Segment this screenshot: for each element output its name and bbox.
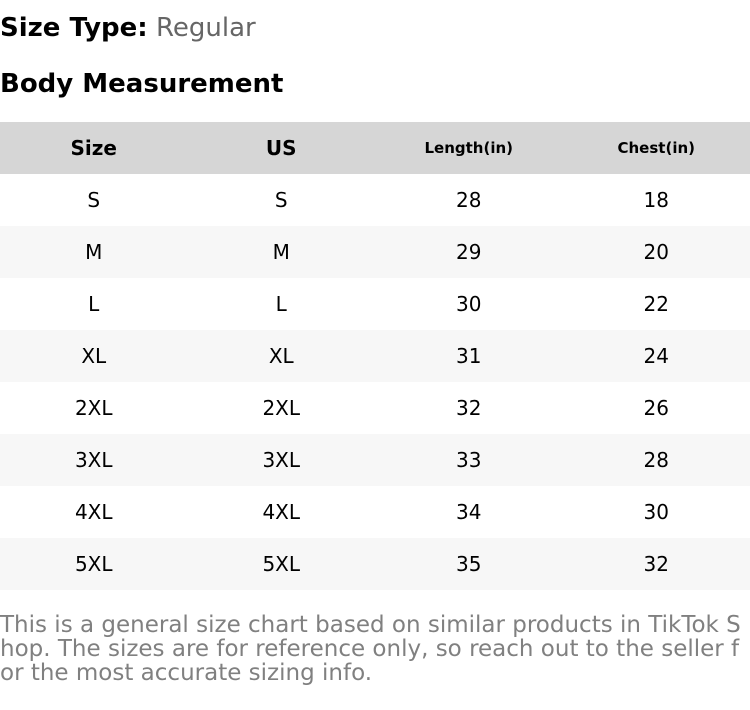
size-type-line: [0, 10, 256, 46]
table-cell: 5XL: [188, 538, 376, 590]
size-type-value: Regular: [155, 13, 256, 43]
table-cell: S: [0, 174, 188, 226]
table-cell: 4XL: [188, 486, 376, 538]
column-header-length: Length(in): [375, 122, 563, 174]
size-type-label: Size Type:: [0, 13, 148, 43]
table-cell: 5XL: [0, 538, 188, 590]
table-row: [0, 226, 750, 278]
table-row: [0, 382, 750, 434]
table-cell: 31: [375, 330, 563, 382]
table-header-row: [0, 122, 750, 174]
table-cell: 26: [563, 382, 750, 434]
table-row: [0, 330, 750, 382]
table-cell: 28: [375, 174, 563, 226]
table-cell: 2XL: [0, 382, 188, 434]
column-header-size: Size: [0, 122, 188, 174]
table-cell: XL: [188, 330, 376, 382]
table-cell: 20: [563, 226, 750, 278]
table-cell: 29: [375, 226, 563, 278]
table-cell: 32: [375, 382, 563, 434]
table-cell: M: [0, 226, 188, 278]
table-row: [0, 434, 750, 486]
table-cell: 33: [375, 434, 563, 486]
table-cell: 32: [563, 538, 750, 590]
table-cell: 18: [563, 174, 750, 226]
table-cell: 3XL: [0, 434, 188, 486]
table-cell: 2XL: [188, 382, 376, 434]
table-cell: L: [0, 278, 188, 330]
section-title: Body Measurement: [0, 69, 284, 99]
table-cell: M: [188, 226, 376, 278]
column-header-us: US: [188, 122, 376, 174]
table-cell: L: [188, 278, 376, 330]
table-cell: 28: [563, 434, 750, 486]
table-cell: 35: [375, 538, 563, 590]
table-row: [0, 538, 750, 590]
table-cell: 3XL: [188, 434, 376, 486]
table-cell: 22: [563, 278, 750, 330]
table-cell: XL: [0, 330, 188, 382]
table-row: [0, 486, 750, 538]
table-cell: 34: [375, 486, 563, 538]
table-row: [0, 174, 750, 226]
table-cell: 4XL: [0, 486, 188, 538]
table-row: [0, 278, 750, 330]
table-cell: S: [188, 174, 376, 226]
column-header-chest: Chest(in): [563, 122, 750, 174]
table-cell: 30: [375, 278, 563, 330]
size-chart-disclaimer: This is a general size chart based on similar products in TikTok Shop. The sizes are for reference only, so reach out to the seller for the most accurate sizing info.: [0, 612, 741, 686]
table-cell: 30: [563, 486, 750, 538]
table-cell: 24: [563, 330, 750, 382]
size-chart-table: [0, 122, 750, 590]
